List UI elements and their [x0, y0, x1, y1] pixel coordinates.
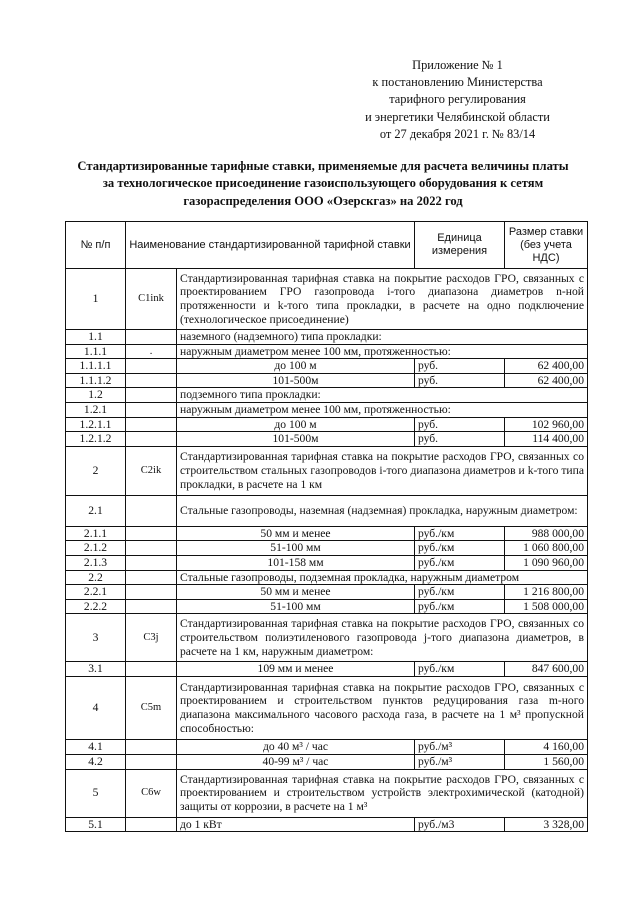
rate-code — [126, 417, 177, 432]
rate-code — [126, 330, 177, 345]
table-row — [66, 599, 588, 614]
document-title — [58, 158, 588, 210]
table-row — [66, 446, 588, 495]
row-number: 1 — [66, 269, 126, 330]
row-description: Стандартизированная тарифная ставка на покрытие расходов ГРО, связанных с проектированием и строительством пунктов редуцирования газа m-ного диапазона максимального часового расхода газа, в расчете на 1 м³ пропускной способностью: — [177, 676, 588, 739]
table-row — [66, 676, 588, 739]
row-description: Стандартизированная тарифная ставка на покрытие расходов ГРО, связанных с проектированием и строительством устройств электрохимической (катодной) защиты от коррозии, в расчете на 1 м³ — [177, 769, 588, 817]
row-unit: руб./м³ — [415, 739, 505, 754]
table-row — [66, 373, 588, 388]
table-row — [66, 269, 588, 330]
row-description: до 100 м — [177, 359, 415, 374]
row-number: 5 — [66, 769, 126, 817]
table-row — [66, 555, 588, 570]
table-row — [66, 585, 588, 600]
appendix-block — [340, 57, 575, 143]
table-row — [66, 769, 588, 817]
row-number: 4 — [66, 676, 126, 739]
row-number: 1.1 — [66, 330, 126, 345]
rate-code — [126, 359, 177, 374]
row-description: до 1 кВт — [177, 817, 415, 832]
rate-code — [126, 402, 177, 417]
rate-code — [126, 495, 177, 526]
tariff-rates-table — [65, 221, 588, 832]
rate-code: C2ik — [126, 446, 177, 495]
rate-code — [126, 754, 177, 769]
title-line: за технологическое присоединение газоиспользующего оборудования к сетям — [102, 176, 544, 191]
header-unit: Единица измерения — [415, 222, 505, 269]
table-row — [66, 570, 588, 585]
table-row — [66, 417, 588, 432]
header-num: № п/п — [66, 222, 126, 269]
table-row — [66, 495, 588, 526]
row-description: Стальные газопроводы, подземная прокладка, наружным диаметром — [177, 570, 588, 585]
row-unit: руб. — [415, 373, 505, 388]
row-unit: руб./км — [415, 599, 505, 614]
row-number: 4.2 — [66, 754, 126, 769]
row-number: 2 — [66, 446, 126, 495]
rate-code: . — [126, 344, 177, 359]
row-number: 1.1.1.1 — [66, 359, 126, 374]
row-unit: руб./км — [415, 662, 505, 677]
row-number: 4.1 — [66, 739, 126, 754]
row-unit: руб. — [415, 432, 505, 447]
rate-code — [126, 432, 177, 447]
row-description: подземного типа прокладки: — [177, 388, 588, 403]
header-name: Наименование стандартизированной тарифной ставки — [126, 222, 415, 269]
row-number: 2.2.2 — [66, 599, 126, 614]
row-number: 2.1.2 — [66, 541, 126, 556]
row-number: 1.2.1.2 — [66, 432, 126, 447]
table-row — [66, 541, 588, 556]
row-description: наружным диаметром менее 100 мм, протяженностью: — [177, 344, 588, 359]
appendix-line: от 27 декабря 2021 г. № 83/14 — [379, 126, 536, 141]
table-body — [66, 269, 588, 832]
rate-code — [126, 585, 177, 600]
row-number: 2.2.1 — [66, 585, 126, 600]
row-description: 40-99 м³ / час — [177, 754, 415, 769]
row-description: 51-100 мм — [177, 541, 415, 556]
row-number: 2.1 — [66, 495, 126, 526]
row-unit: руб. — [415, 359, 505, 374]
table-row — [66, 330, 588, 345]
row-value: 1 060 800,00 — [505, 541, 588, 556]
title-line: газораспределения ООО «Озерскгаз» на 2022 год — [183, 193, 463, 208]
rate-code — [126, 373, 177, 388]
row-value: 62 400,00 — [505, 359, 588, 374]
row-description: до 40 м³ / час — [177, 739, 415, 754]
row-description: 101-158 мм — [177, 555, 415, 570]
row-value: 1 090 960,00 — [505, 555, 588, 570]
row-description: до 100 м — [177, 417, 415, 432]
row-description: Стальные газопроводы, наземная (надземная) прокладка, наружным диаметром: — [177, 495, 588, 526]
table-row — [66, 388, 588, 403]
row-unit: руб./м³ — [415, 754, 505, 769]
row-description: Стандартизированная тарифная ставка на покрытие расходов ГРО, связанных со строительством полиэтиленового газопровода j-того диапазона диаметров, в расчете на 1 км, наружным диаметром: — [177, 614, 588, 662]
table-row — [66, 817, 588, 832]
row-description: 50 мм и менее — [177, 526, 415, 541]
rate-code — [126, 541, 177, 556]
rate-code — [126, 817, 177, 832]
row-description: 51-100 мм — [177, 599, 415, 614]
rate-code — [126, 599, 177, 614]
title-line: Стандартизированные тарифные ставки, применяемые для расчета величины платы — [77, 159, 569, 173]
rate-code — [126, 662, 177, 677]
row-number: 1.1.1.2 — [66, 373, 126, 388]
row-unit: руб./км — [415, 526, 505, 541]
row-number: 2.1.1 — [66, 526, 126, 541]
row-unit: руб./км — [415, 555, 505, 570]
rate-code — [126, 570, 177, 585]
table-row — [66, 359, 588, 374]
table-row — [66, 432, 588, 447]
row-value: 988 000,00 — [505, 526, 588, 541]
row-description: 109 мм и менее — [177, 662, 415, 677]
row-number: 5.1 — [66, 817, 126, 832]
row-number: 2.1.3 — [66, 555, 126, 570]
row-description: наружным диаметром менее 100 мм, протяженностью: — [177, 402, 588, 417]
rate-code: C6w — [126, 769, 177, 817]
table-row — [66, 662, 588, 677]
row-unit: руб. — [415, 417, 505, 432]
row-unit: руб./км — [415, 541, 505, 556]
row-value: 1 216 800,00 — [505, 585, 588, 600]
row-value: 4 160,00 — [505, 739, 588, 754]
row-description: наземного (надземного) типа прокладки: — [177, 330, 588, 345]
table-row — [66, 344, 588, 359]
table-row — [66, 526, 588, 541]
row-number: 1.1.1 — [66, 344, 126, 359]
table-row — [66, 402, 588, 417]
row-value: 847 600,00 — [505, 662, 588, 677]
row-value: 3 328,00 — [505, 817, 588, 832]
rate-code: C1ink — [126, 269, 177, 330]
rate-code — [126, 555, 177, 570]
row-number: 3 — [66, 614, 126, 662]
row-description: Стандартизированная тарифная ставка на покрытие расходов ГРО, связанных со строительством стальных газопроводов i-того диапазона диаметров и k-того типа прокладки, в расчете на 1 км — [177, 446, 588, 495]
row-unit: руб./км — [415, 585, 505, 600]
rate-code: C3j — [126, 614, 177, 662]
row-value: 114 400,00 — [505, 432, 588, 447]
row-description: 101-500м — [177, 432, 415, 447]
row-value: 62 400,00 — [505, 373, 588, 388]
row-unit: руб./м3 — [415, 817, 505, 832]
row-description: 101-500м — [177, 373, 415, 388]
row-number: 2.2 — [66, 570, 126, 585]
rate-code — [126, 388, 177, 403]
row-value: 1 560,00 — [505, 754, 588, 769]
table-header-row — [66, 222, 588, 269]
header-rate: Размер ставки (без учета НДС) — [505, 222, 588, 269]
row-value: 102 960,00 — [505, 417, 588, 432]
rate-code: C5m — [126, 676, 177, 739]
row-number: 1.2 — [66, 388, 126, 403]
row-description: 50 мм и менее — [177, 585, 415, 600]
row-number: 1.2.1 — [66, 402, 126, 417]
row-number: 1.2.1.1 — [66, 417, 126, 432]
row-number: 3.1 — [66, 662, 126, 677]
appendix-line: и энергетики Челябинской области — [365, 109, 550, 124]
appendix-line: Приложение № 1 — [412, 58, 503, 72]
appendix-line: к постановлению Министерства — [372, 75, 543, 90]
row-value: 1 508 000,00 — [505, 599, 588, 614]
rate-code — [126, 526, 177, 541]
appendix-line: тарифного регулирования — [389, 92, 526, 107]
rate-code — [126, 739, 177, 754]
table-row — [66, 614, 588, 662]
table-row — [66, 739, 588, 754]
table-row — [66, 754, 588, 769]
row-description: Стандартизированная тарифная ставка на покрытие расходов ГРО, связанных с проектированием ГРО газопровода i-того диапазона диаметров n-ной протяженности и k-того типа прокладки, в расчете на одно подключение (технологическое присоединение) — [177, 269, 588, 330]
